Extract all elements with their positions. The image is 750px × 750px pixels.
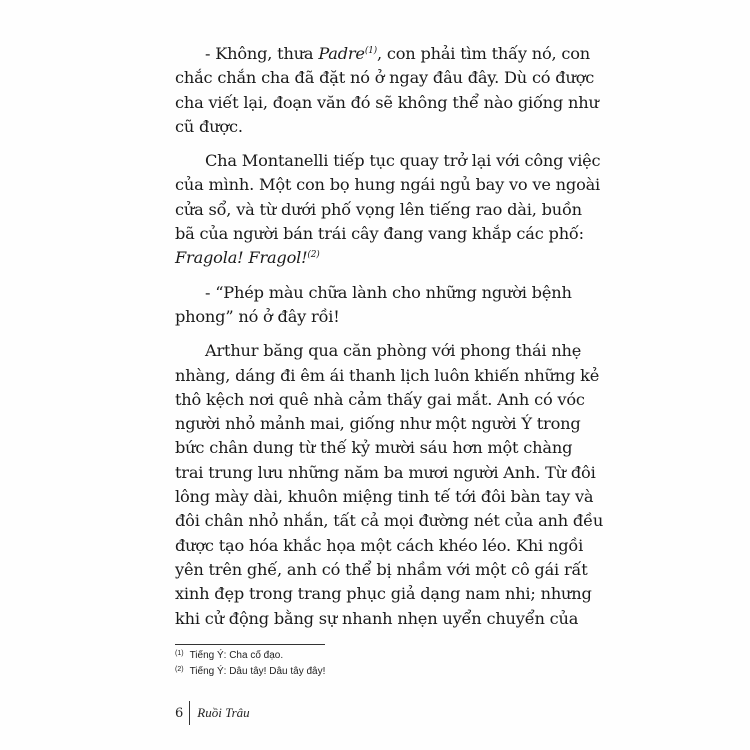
text-segment: phong” nó ở đây rồi!: [175, 306, 340, 326]
text-segment: bức chân dung từ thế kỷ mười sáu hơn một chàng: [175, 438, 573, 458]
text-line: [175, 66, 595, 90]
text-line: [175, 607, 579, 631]
text-segment: chắc chắn cha đã đặt nó ở ngay đâu đây. Dù có được: [175, 68, 595, 88]
text-segment: Fragola! Fragol!: [175, 248, 308, 268]
text-segment: Padre: [318, 44, 365, 63]
footnote-2: [175, 664, 325, 680]
paragraph: [175, 42, 599, 139]
paragraph: [175, 339, 604, 631]
text-line: [175, 173, 601, 197]
footnote-1: [175, 648, 325, 664]
footnotes: [175, 648, 325, 680]
text-line: [175, 281, 571, 305]
text-line: [175, 198, 582, 222]
footnote-reference: (2): [307, 250, 320, 261]
text-segment: Arthur băng qua căn phòng với phong thái nhẹ: [205, 341, 582, 361]
footnote-text: Tiếng Ý: Cha cố đạo.: [189, 650, 284, 661]
text-segment: trai trung lưu những năm ba mươi người Anh. Từ đôi: [175, 462, 596, 482]
page-number: 6: [175, 705, 184, 721]
footnote-divider: [175, 644, 325, 645]
text-line: [175, 339, 582, 363]
text-line: [175, 582, 592, 606]
text-segment: lông mày dài, khuôn miệng tinh tế tới đôi bàn tay và: [175, 487, 594, 507]
text-segment: yên trên ghế, anh có thể bị nhầm với một cô gái rất: [175, 559, 588, 579]
text-line: [175, 412, 581, 436]
text-segment: đôi chân nhỏ nhắn, tất cả mọi đường nét của anh đều: [175, 511, 604, 531]
text-line: [175, 364, 600, 388]
page-footer: [175, 702, 250, 724]
text-segment: người nhỏ mảnh mai, giống như một người Ý trong: [175, 414, 581, 434]
text-segment: khi cử động bằng sự nhanh nhẹn uyển chuyển của: [175, 608, 579, 628]
text-segment: thô kệch nơi quê nhà cảm thấy gai mắt. Anh có vóc: [175, 389, 585, 409]
footnote-reference: (1): [364, 46, 377, 56]
text-line: [175, 115, 571, 139]
text-line: [175, 461, 596, 485]
text-line: [175, 388, 585, 412]
text-segment: cũ được.: [175, 116, 243, 136]
footnote-mark: (1): [175, 650, 184, 657]
text-line: [175, 534, 584, 558]
text-line: [175, 436, 571, 460]
text-line: [175, 558, 588, 582]
text-segment: Cha Montanelli tiếp tục quay trở lại với công việc: [205, 151, 601, 171]
text-segment: cửa sổ, và từ dưới phố vọng lên tiếng rao dài, buồn: [175, 199, 582, 219]
text-segment: - Không, thưa: [205, 44, 319, 63]
text-segment: bã của người bán trái cây đang vang khắp các phố:: [175, 224, 584, 244]
text-line: [175, 149, 601, 173]
book-title: Ruồi Trâu: [197, 705, 250, 720]
text-segment: xinh đẹp trong trang phục giả dạng nam nhi; nhưng: [175, 584, 592, 604]
text-segment: nhàng, dáng đi êm ái thanh lịch luôn khiến những kẻ: [175, 365, 600, 385]
text-line: [175, 91, 599, 115]
footer-divider: [189, 701, 190, 725]
text-segment: của mình. Một con bọ hung ngái ngủ bay vo ve ngoài: [175, 175, 601, 195]
body-text: [175, 42, 604, 641]
text-segment: cha viết lại, đoạn văn đó sẽ không thể nào giống như: [175, 92, 599, 112]
paragraph: [175, 281, 571, 330]
paragraph: [175, 149, 601, 270]
text-segment: được tạo hóa khắc họa một cách khéo léo. Khi ngồi: [175, 535, 584, 555]
text-line: [175, 509, 604, 533]
text-segment: , con phải tìm thấy nó, con: [376, 44, 591, 63]
text-line: [175, 246, 571, 270]
text-segment: - “Phép màu chữa lành cho những người bệnh: [205, 282, 572, 302]
text-line: [175, 485, 594, 509]
footnote-mark: (2): [175, 666, 184, 673]
text-line: [175, 222, 584, 246]
text-line: [175, 305, 571, 329]
text-line: [175, 42, 591, 66]
footnote-text: Tiếng Ý: Dâu tây! Dâu tây đây!: [189, 666, 326, 677]
